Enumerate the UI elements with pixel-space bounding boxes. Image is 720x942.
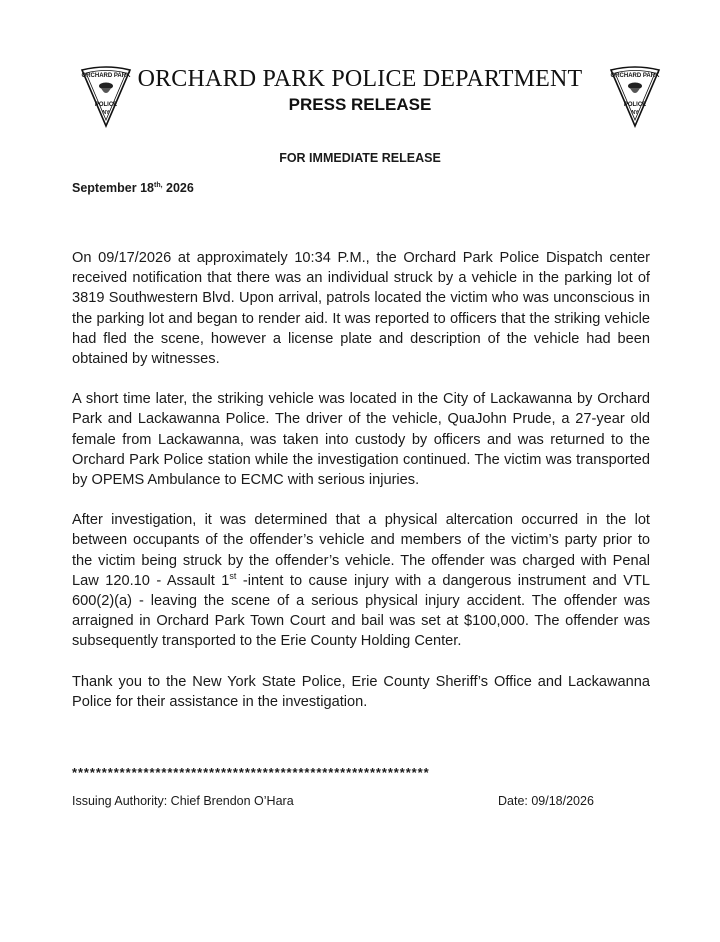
separator-stars: ************************************************************ [72,765,430,780]
press-release-heading: PRESS RELEASE [288,95,432,114]
paragraph-thanks: Thank you to the New York State Police, Erie County Sheriff’s Office and Lackawanna Police for their assistance in the investigation. [72,673,650,710]
charges-text-a: After investigation, it was determined that a physical altercation occurred in the lot between occupants of the offender’s vehicle and members of the victim’s party prior to the victim being struck by the offender’s vehicle. The offender was charged with Penal Law 120.10 - Assault 1 [72,512,650,589]
paragraph-charges [72,510,650,651]
badge-top-text: ORCHARD PARK [81,73,131,79]
immediate-release-label: FOR IMMEDIATE RELEASE [279,151,441,165]
badge-top-text: ORCHARD PARK [610,73,660,79]
press-release-body [72,248,650,732]
charges-sup: st [229,570,237,581]
paragraph-incident: On 09/17/2026 at approximately 10:34 P.M., the Orchard Park Police Dispatch center received notification that there was an individual struck by a vehicle in the parking lot of 3819 Southwestern Blvd. Upon arrival, patrols located the victim who was unconscious in the parking lot and began to render aid. It was reported to officers that the striking vehicle had fled the scene, however a license plate and description of the vehicle had been obtained by witnesses. [72,250,650,368]
footer-date: Date: 09/18/2026 [498,794,594,808]
release-date-year: 2026 [162,181,194,195]
paragraph-arrest: A short time later, the striking vehicle was located in the City of Lackawanna by Orchard Park and Lackawanna Police. The driver of the vehicle, QuaJohn Prude, a 27-year old female from Lackawanna, was taken into custody by officers and was returned to the Orchard Park Police station while the investigation continued. The victim was transported by OPEMS Ambulance to ECMC with serious injuries. [72,391,650,489]
badge-middle-text: POLICE [623,102,647,108]
department-title: ORCHARD PARK POLICE DEPARTMENT [137,66,583,92]
badge-bottom-text: NY [102,110,110,116]
badge-middle-text: POLICE [94,102,118,108]
charges-text-b: -intent to cause injury with a dangerous instrument and VTL 600(2)(a) - leaving the scene of a serious physical injury accident. The offender was arraigned in Orchard Park Town Court and bail was set at $100,000. The offender was subsequently transported to the Erie County Holding Center. [72,572,650,650]
release-date-suffix-sup: th, [153,181,163,189]
badge-bottom-text: NY [631,110,639,116]
issuing-authority: Issuing Authority: Chief Brendon O’Hara [72,794,294,808]
release-date [72,181,194,195]
release-date-prefix: September 18 [72,181,154,195]
